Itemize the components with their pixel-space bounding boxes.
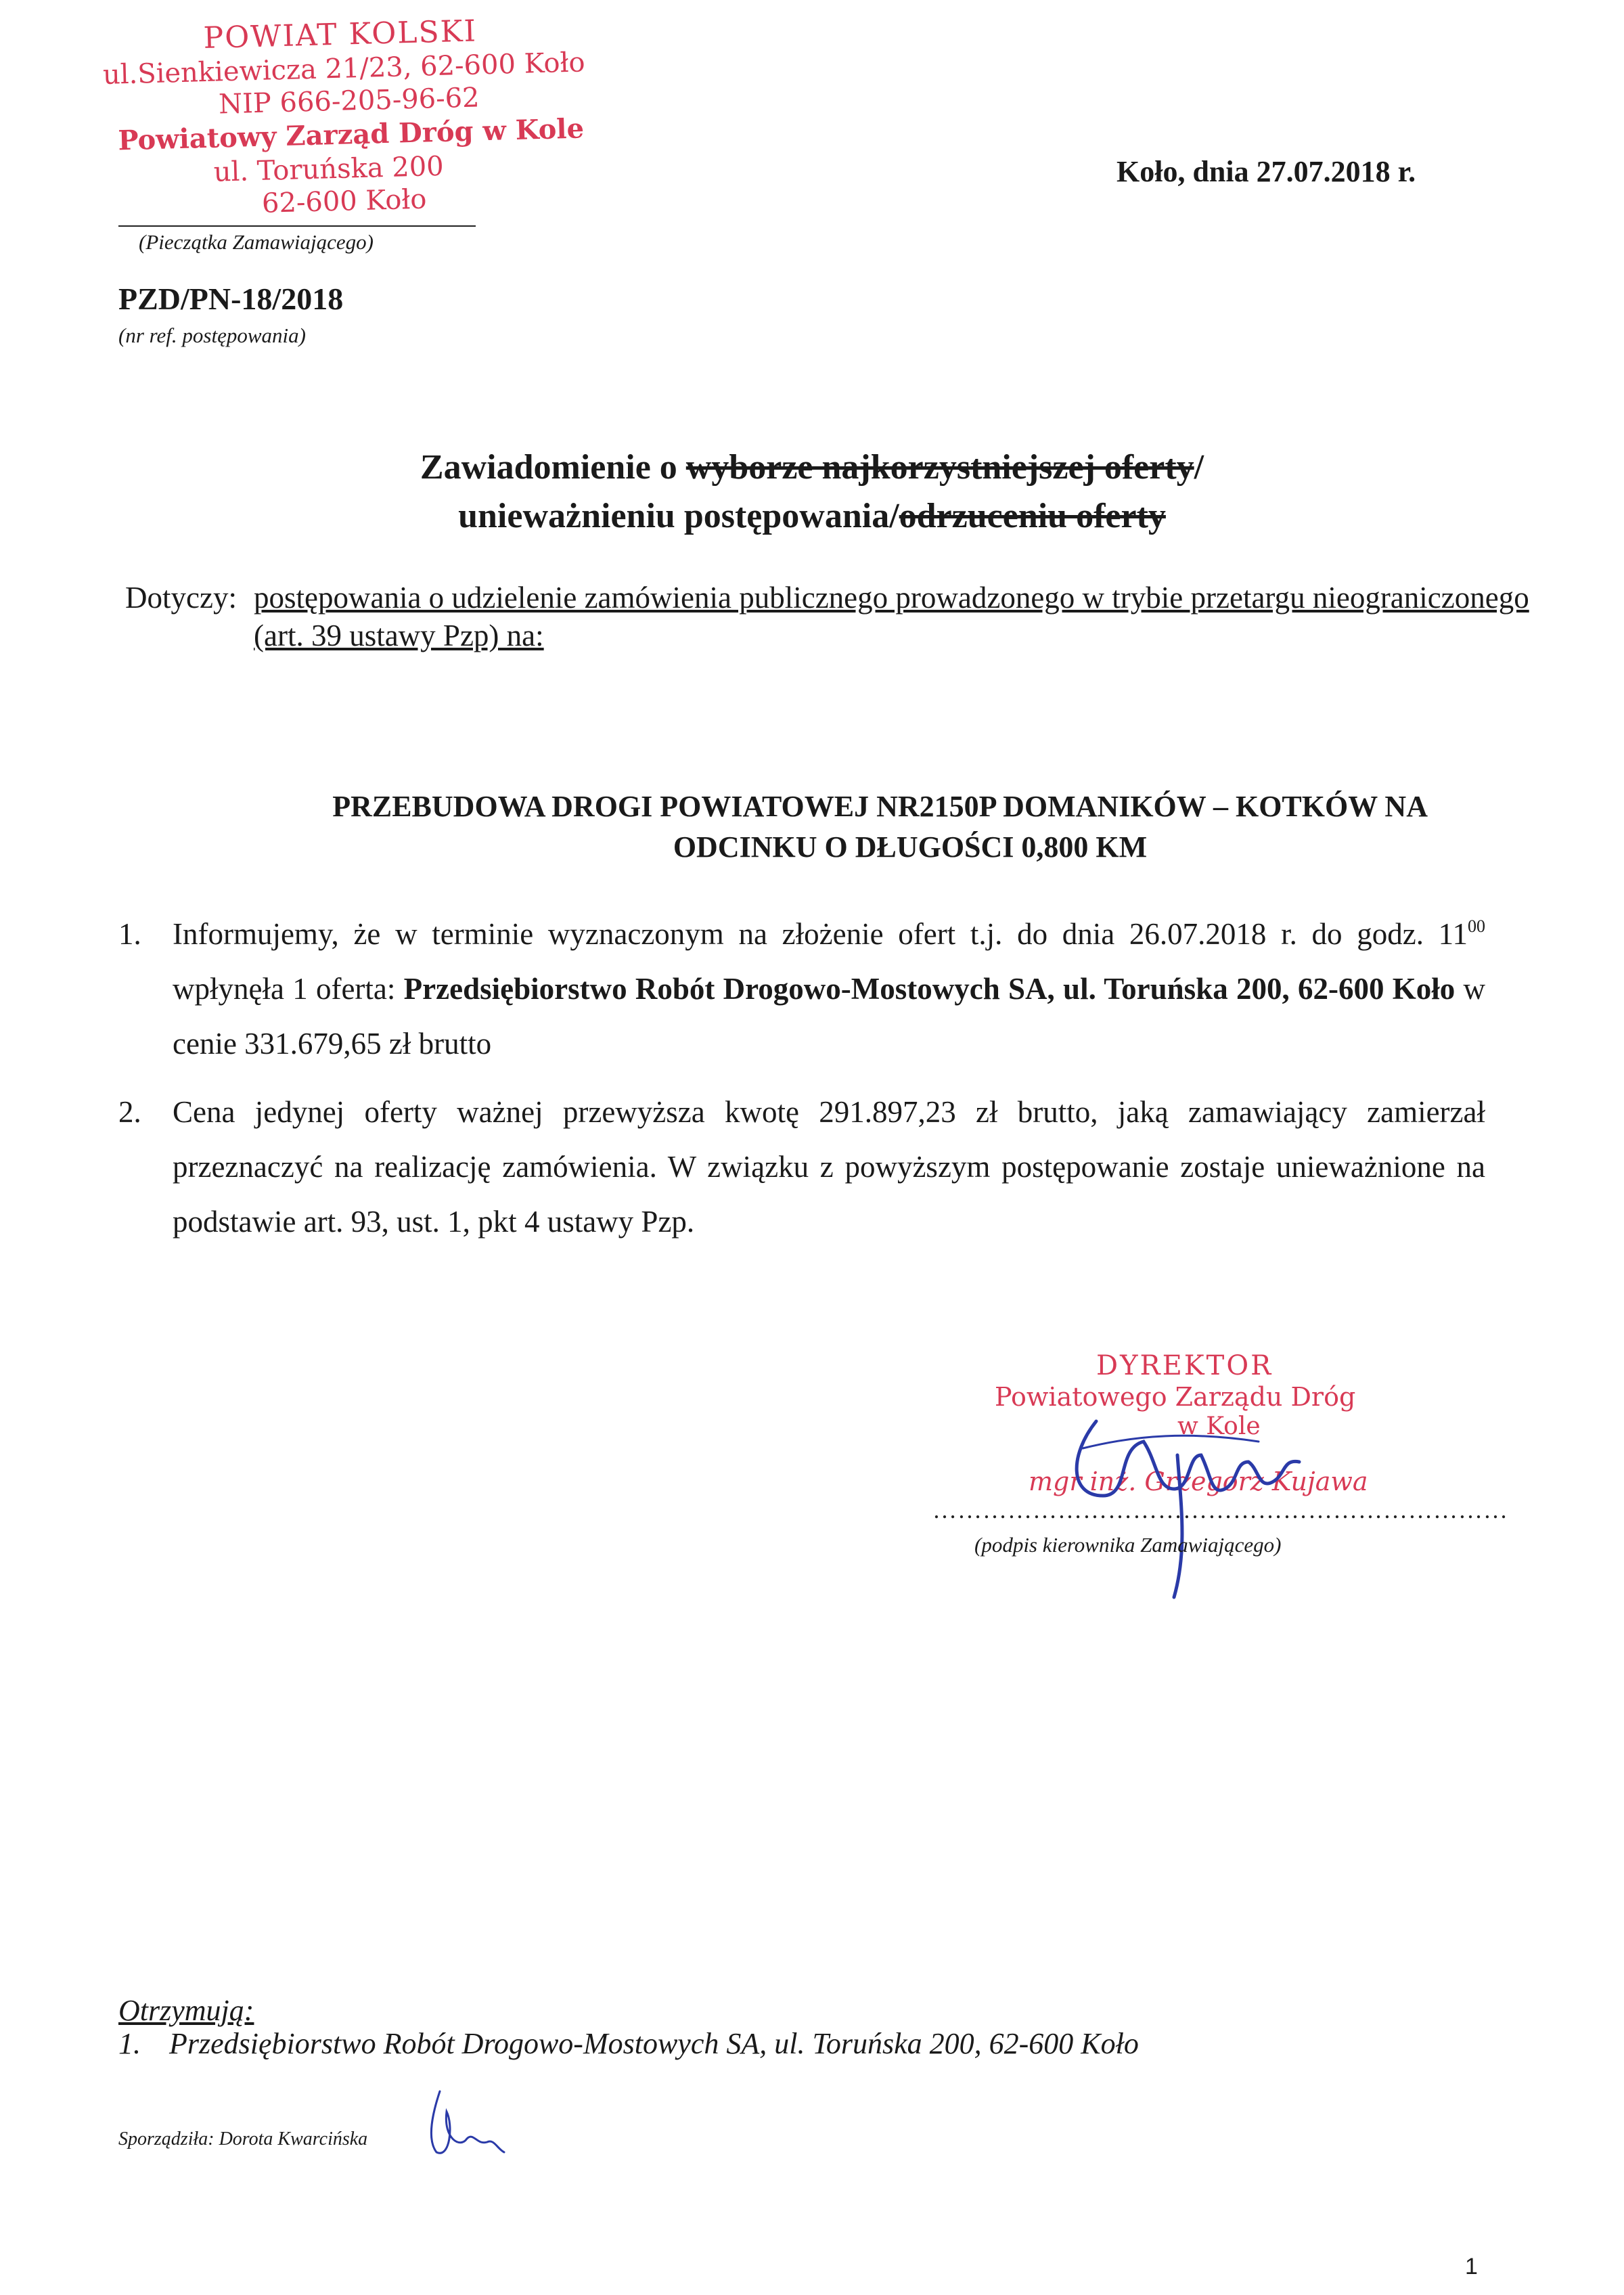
item-number: 2. bbox=[118, 1095, 141, 1129]
stamp-line-3: NIP 666-205-96-62 bbox=[218, 82, 480, 120]
stamp-line-4: Powiatowy Zarząd Dróg w Kole bbox=[117, 112, 585, 157]
subject-line-2: ODCINKU O DŁUGOŚCI 0,800 KM bbox=[673, 830, 1148, 864]
item-text-a: Informujemy, że w terminie wyznaczonym na złożenie ofert t.j. do dnia 26.07.2018 r. do godz. 11 bbox=[173, 917, 1468, 951]
notice-items bbox=[118, 907, 1485, 1263]
concerns-body: postępowania o udzielenie zamówienia publicznego prowadzonego w trybie przetargu nieograniczonego (art. 39 ustawy Pzp) bbox=[254, 581, 1529, 652]
concerns-text bbox=[254, 579, 1553, 654]
recipient-number: 1. bbox=[118, 2027, 141, 2060]
concerns-label: Dotyczy: bbox=[125, 581, 237, 615]
handwritten-initials bbox=[413, 2085, 508, 2166]
title-slash: / bbox=[1194, 448, 1204, 487]
item-number: 1. bbox=[118, 917, 141, 951]
item-bold-offer: Przedsiębiorstwo Robót Drogowo-Mostowych SA, ul. Toruńska 200, 62-600 Koło bbox=[403, 972, 1456, 1006]
item-text-b: wpłynęła 1 oferta: bbox=[173, 972, 404, 1006]
list-item bbox=[118, 907, 1485, 1071]
document-title bbox=[0, 443, 1624, 541]
recipient-item bbox=[118, 2024, 1139, 2064]
stamp-line-5: ul. Toruńska 200 bbox=[213, 150, 445, 188]
recipients-heading: Otrzymują: bbox=[118, 1994, 254, 2027]
recipient-text: Przedsiębiorstwo Robót Drogowo-Mostowych SA, ul. Toruńska 200, 62-600 Koło bbox=[169, 2027, 1139, 2060]
subject-line-1: PRZEBUDOWA DROGI POWIATOWEJ NR2150P DOMANIKÓW – KOTKÓW NA bbox=[332, 790, 1428, 823]
title-struck-2: odrzuceniu oferty bbox=[899, 497, 1166, 535]
item-text-c: w cenie 331.679,65 zł brutto bbox=[173, 972, 1486, 1061]
place-date: Koło, dnia 27.07.2018 r. bbox=[1116, 155, 1416, 188]
page-number: 1 bbox=[1465, 2254, 1478, 2279]
item-superscript: 00 bbox=[1468, 916, 1485, 936]
item-text: Cena jedynej oferty ważnej przewyższa kwotę 291.897,23 zł brutto, jaką zamawiający zamierzał przeznaczyć na realizację zamówienia. W związku z powyższym postępowanie zostaje unieważnione na podstawie art. 93, ust. 1, pkt 4 ustawy Pzp. bbox=[173, 1095, 1485, 1239]
stamp-line-2: ul.Sienkiewicza 21/23, 62-600 Koło bbox=[102, 47, 586, 91]
title-struck-1: wyborze najkorzystniejszej oferty bbox=[685, 448, 1194, 487]
director-city: w Kole bbox=[1177, 1412, 1261, 1440]
title-part-4: unieważnieniu postępowania/ bbox=[458, 497, 899, 535]
stamp-line-1: POWIAT KOLSKI bbox=[202, 14, 478, 56]
stamp-caption: (Pieczątka Zamawiającego) bbox=[139, 230, 374, 254]
stamp-divider bbox=[118, 225, 476, 227]
reference-caption: (nr ref. postępowania) bbox=[118, 324, 306, 347]
issuer-stamp bbox=[102, 12, 586, 224]
director-org: Powiatowego Zarządu Dróg bbox=[995, 1382, 1356, 1412]
reference-number: PZD/PN-18/2018 bbox=[118, 282, 344, 316]
concerns-suffix: na: bbox=[499, 619, 544, 652]
contract-subject bbox=[169, 786, 1428, 868]
signature-dotted-line: …………………………………………………………… bbox=[932, 1496, 1508, 1523]
stamp-line-6: 62-600 Koło bbox=[261, 183, 427, 219]
title-part-1: Zawiadomienie o bbox=[420, 448, 677, 487]
director-name: mgr inż. Grzegorz Kujawa bbox=[1029, 1467, 1368, 1496]
signature-caption: (podpis kierownika Zamawiającego) bbox=[974, 1533, 1282, 1557]
prepared-by: Sporządziła: Dorota Kwarcińska bbox=[118, 2129, 368, 2149]
list-item bbox=[118, 1085, 1485, 1249]
director-title: DYREKTOR bbox=[1096, 1350, 1273, 1381]
